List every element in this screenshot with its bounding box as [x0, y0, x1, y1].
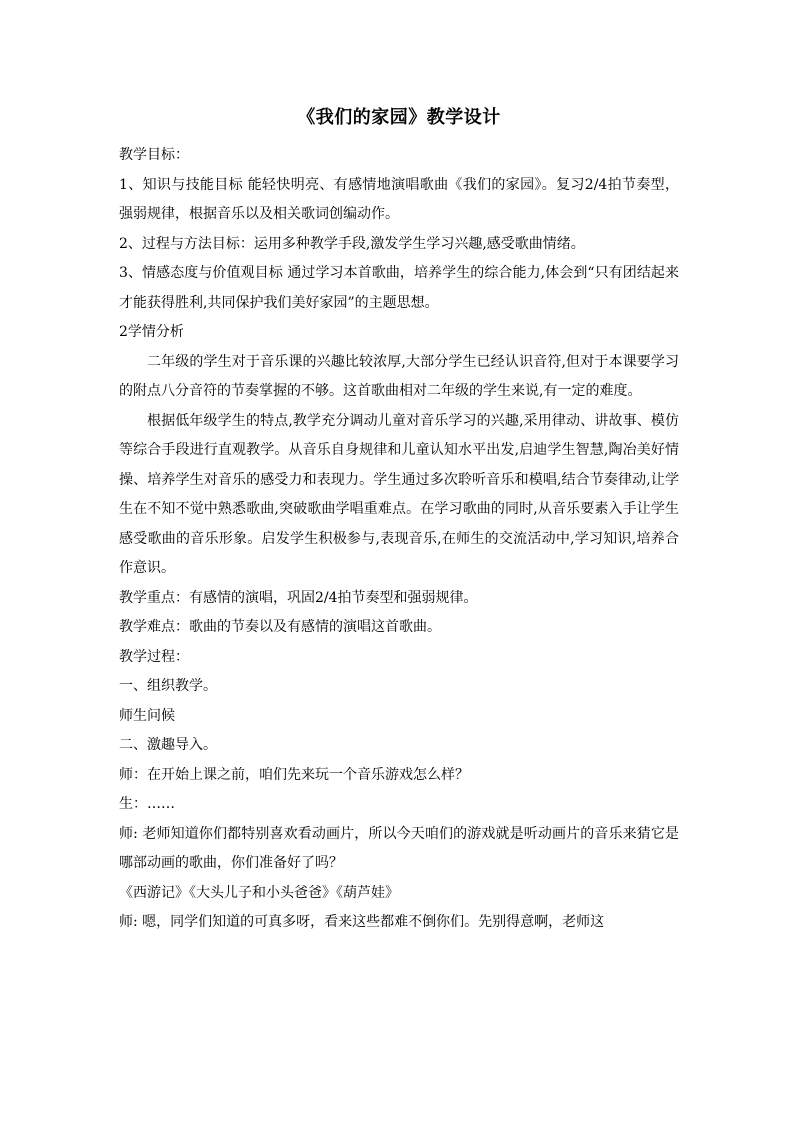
heading-student-analysis: 2学情分析 — [119, 324, 184, 340]
teacher-line-3: 师: 嗯，同学们知道的可真多呀，看来这些都难不倒你们。先别得意啊，老师这 — [119, 914, 605, 930]
teacher-line-1: 师：在开始上课之前，咱们先来玩一个音乐游戏怎么样？ — [119, 766, 469, 783]
student-line-1: 生：…… — [119, 796, 175, 812]
cartoon-list: 《西游记》《大头儿子和小头爸爸》《葫芦娃》 — [119, 884, 399, 901]
teaching-key-point: 教学重点：有感情的演唱，巩固2/4拍节奏型和强弱规律。 — [119, 589, 478, 606]
document-title: 《我们的家园》教学设计 — [297, 107, 501, 128]
teacher-line-2: 师: 老师知道你们都特别喜欢看动画片，所以今天咱们的游戏就是听动画片的音乐来猜它是哪部动画的歌曲，你们准备好了吗？ — [119, 825, 679, 871]
heading-teaching-goals: 教学目标： — [119, 147, 189, 163]
student-analysis-paragraph-1: 二年级的学生对于音乐课的兴趣比较浓厚,大部分学生已经认识音符,但对于本课要学习的附点八分音符的节奏掌握的不够。这首歌曲相对二年级的学生来说,有一定的难度。 — [119, 353, 679, 399]
greeting-line: 师生问候 — [119, 707, 175, 724]
step-1-organize: 一、组织教学。 — [119, 678, 217, 694]
student-analysis-paragraph-2: 根据低年级学生的特点,教学充分调动儿童对音乐学习的兴趣,采用律动、讲故事、模仿等综合手段进行直观教学。从音乐自身规律和儿童认知水平出发,启迪学生智慧,陶冶美好情操、培养学生对音乐的感受力和表现力。学生通过多次聆听音乐和模唱,结合节奏律动,让学生在不知不觉中熟悉歌曲,突破歌曲学唱重难点。在学习歌曲的同时,从音乐要素入手让学生感受歌曲的音乐形象。启发学生积极参与,表现音乐,在师生的交流活动中,学习知识,培养合作意识。 — [119, 412, 679, 576]
goal-knowledge-skills: 1、知识与技能目标 能轻快明亮、有感情地演唱歌曲《我们的家园》。复习2/4拍节奏型，强弱规律，根据音乐以及相关歌词创编动作。 — [119, 176, 679, 222]
document-page — [119, 103, 679, 938]
heading-teaching-process: 教学过程： — [119, 648, 189, 665]
goal-emotion-values: 3、情感态度与价值观目标 通过学习本首歌曲，培养学生的综合能力,体会到“只有团结起来才能获得胜利,共同保护我们美好家园”的主题思想。 — [119, 265, 679, 311]
teaching-difficulty: 教学难点：歌曲的节奏以及有感情的演唱这首歌曲。 — [119, 619, 441, 635]
step-2-introduction: 二、激趣导入。 — [119, 737, 217, 753]
goal-process-method: 2、过程与方法目标：运用多种教学手段,激发学生学习兴趣,感受歌曲情绪。 — [119, 235, 585, 252]
